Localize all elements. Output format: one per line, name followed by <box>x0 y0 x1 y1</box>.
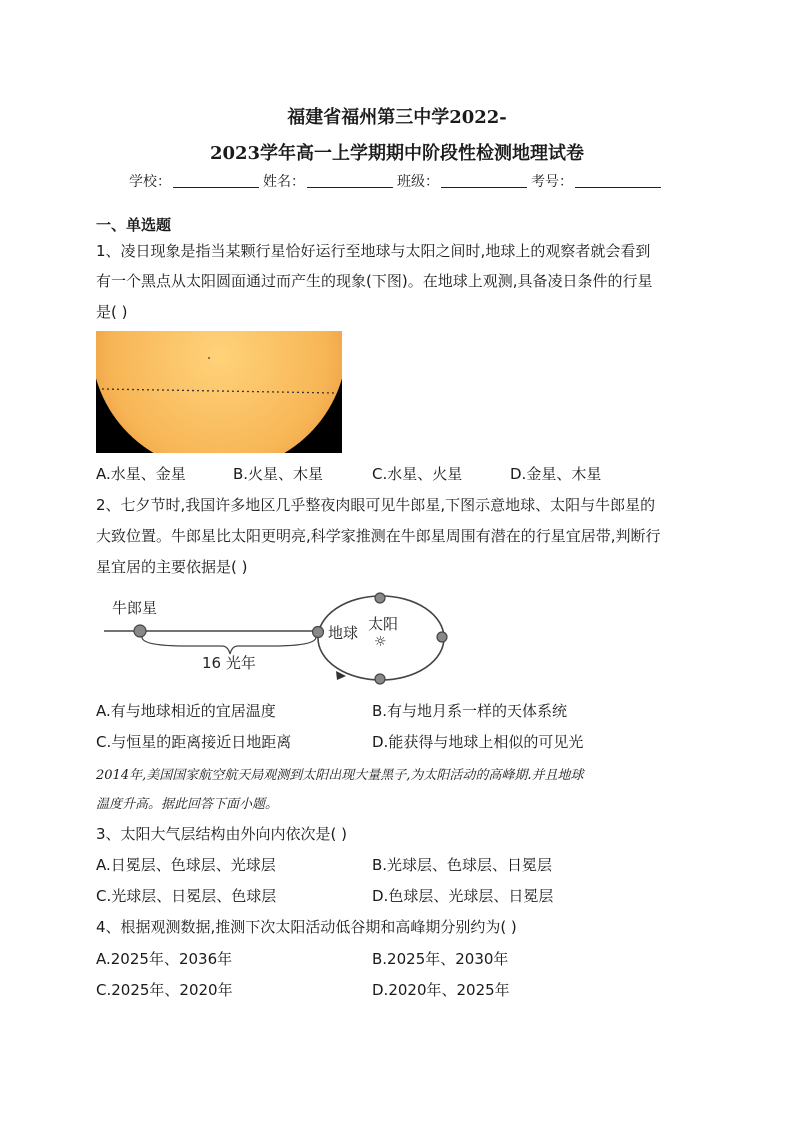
q2-option-d[interactable]: D.能获得与地球上相似的可见光 <box>372 733 584 751</box>
q2-stem-line2: 大致位置。牛郎星比太阳更明亮,科学家推测在牛郎星周围有潜在的行星宜居带,判断行 <box>96 527 661 545</box>
section-heading: 一、单选题 <box>96 216 172 234</box>
q1-stem-line3: 是( ) <box>96 303 128 321</box>
passage-line2: 温度升高。据此回答下面小题。 <box>96 797 279 812</box>
exam-title-line1: 福建省福州第三中学2022- <box>287 107 507 128</box>
q1-option-c[interactable]: C.水星、火星 <box>372 465 463 483</box>
earth-label: 地球 <box>328 624 359 642</box>
q3-option-c[interactable]: C.光球层、日冕层、色球层 <box>96 887 277 905</box>
q2-option-b[interactable]: B.有与地月系一样的天体系统 <box>372 702 568 720</box>
orbit-position-top <box>375 593 385 603</box>
school-blank[interactable] <box>173 173 259 188</box>
q3-stem: 3、太阳大气层结构由外向内依次是( ) <box>96 825 348 843</box>
q3-option-d[interactable]: D.色球层、光球层、日冕层 <box>372 887 554 905</box>
orbit-position-right <box>437 632 447 642</box>
exam-number-blank[interactable] <box>575 173 661 188</box>
sun-transit-photo <box>96 331 342 453</box>
q2-option-c[interactable]: C.与恒星的距离接近日地距离 <box>96 733 292 751</box>
q2-stem-line3: 星宜居的主要依据是( ) <box>96 558 248 576</box>
sun-label: 太阳 <box>368 615 399 633</box>
q4-option-d[interactable]: D.2020年、2025年 <box>372 981 510 999</box>
q4-stem: 4、根据观测数据,推测下次太阳活动低谷期和高峰期分别约为( ) <box>96 918 517 936</box>
altair-label: 牛郎星 <box>112 599 158 617</box>
orbit-position-bottom <box>375 674 385 684</box>
q2-stem-line1: 2、七夕节时,我国许多地区几乎整夜肉眼可见牛郎星,下图示意地球、太阳与牛郎星的 <box>96 496 656 514</box>
name-blank[interactable] <box>307 173 393 188</box>
q2-option-a[interactable]: A.有与地球相近的宜居温度 <box>96 702 276 720</box>
q1-stem-line1: 1、凌日现象是指当某颗行星恰好运行至地球与太阳之间时,地球上的观察者就会看到 <box>96 242 651 260</box>
q4-option-c[interactable]: C.2025年、2020年 <box>96 981 233 999</box>
class-label: 班级： <box>397 174 439 190</box>
q1-stem-line2: 有一个黑点从太阳圆面通过而产生的现象(下图)。在地球上观测,具备凌日条件的行星 <box>96 272 653 290</box>
school-label: 学校： <box>129 174 171 190</box>
q4-option-b[interactable]: B.2025年、2030年 <box>372 950 509 968</box>
student-info-row <box>0 171 794 191</box>
q1-option-d[interactable]: D.金星、木星 <box>510 465 602 483</box>
class-blank[interactable] <box>441 173 527 188</box>
distance-label: 16 光年 <box>202 654 256 672</box>
q1-option-b[interactable]: B.火星、木星 <box>233 465 324 483</box>
name-label: 姓名： <box>263 174 305 190</box>
exam-number-label: 考号： <box>531 174 573 190</box>
exam-title-line2: 2023学年高一上学期期中阶段性检测地理试卷 <box>209 143 585 164</box>
q1-option-a[interactable]: A.水星、金星 <box>96 465 186 483</box>
q3-option-b[interactable]: B.光球层、色球层、日冕层 <box>372 856 553 874</box>
distance-brace <box>142 637 316 654</box>
passage-line1: 2014年,美国国家航空航天局观测到太阳出现大量黑子,为太阳活动的高峰期.并且地球 <box>96 768 584 783</box>
earth <box>313 627 324 638</box>
altair-star <box>134 625 146 637</box>
q3-option-a[interactable]: A.日冕层、色球层、光球层 <box>96 856 276 874</box>
star-earth-sun-diagram <box>96 590 456 690</box>
sun-icon: ☼ <box>374 634 387 650</box>
q4-option-a[interactable]: A.2025年、2036年 <box>96 950 233 968</box>
